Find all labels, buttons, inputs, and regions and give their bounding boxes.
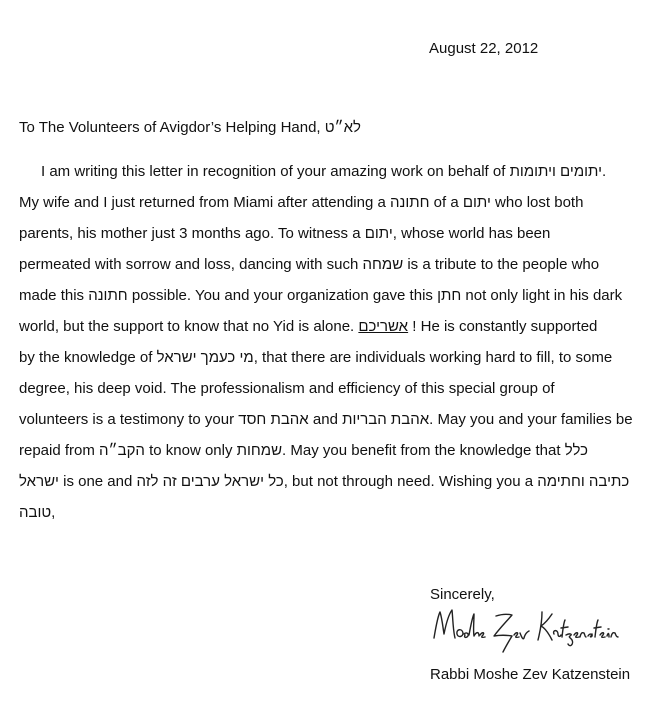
- hebrew-phrase: כתיבה וחתימה: [537, 473, 630, 490]
- text-segment: by the knowledge of: [19, 349, 157, 366]
- body-line-8: [19, 373, 651, 404]
- hebrew-phrase: אהבת חסד: [238, 411, 309, 428]
- salutation-text: To The Volunteers of Avigdor’s Helping Hand,: [19, 119, 325, 136]
- text-segment: .: [601, 163, 607, 180]
- text-segment: volunteers is a testimony to your: [19, 411, 239, 428]
- body-line-7: [19, 342, 651, 373]
- text-segment: , whose world has been: [392, 225, 551, 242]
- text-segment: degree, his deep void. The professionalism and efficiency of this special group of: [19, 380, 555, 397]
- text-segment: world, but the support to know that no Yid is alone.: [19, 318, 359, 335]
- text-segment: permeated with sorrow and loss, dancing with such: [19, 256, 363, 273]
- text-segment: made this: [19, 287, 89, 304]
- text-segment: , that there are individuals working hard to fill, to some: [253, 349, 613, 366]
- closing: Sincerely,: [430, 586, 495, 603]
- hebrew-phrase: מי כעמך ישראל: [156, 349, 254, 366]
- hebrew-phrase: הקב״ה: [99, 442, 145, 459]
- text-segment: ,: [51, 504, 56, 521]
- salutation-hebrew: לא״ט: [324, 119, 361, 136]
- handwritten-signature: [430, 604, 630, 656]
- hebrew-phrase: חתונה: [88, 287, 128, 304]
- hebrew-phrase: יתום: [462, 194, 491, 211]
- text-segment: , but not through need. Wishing you a: [283, 473, 538, 490]
- body-line-2: [19, 187, 651, 218]
- text-segment: . May you and your families be: [429, 411, 633, 428]
- text-segment: of a: [429, 194, 463, 211]
- hebrew-phrase: כלל: [564, 442, 589, 459]
- salutation: [19, 119, 361, 136]
- text-segment: and: [308, 411, 343, 428]
- letter-date: August 22, 2012: [429, 40, 539, 57]
- hebrew-phrase: שמחות: [236, 442, 283, 459]
- text-segment: I am writing this letter in recognition of your amazing work on behalf of: [41, 163, 510, 180]
- signer-name: Rabbi Moshe Zev Katzenstein: [430, 666, 631, 683]
- body-line-3: [19, 218, 651, 249]
- body-line-11: [19, 466, 651, 497]
- body-line-4: [19, 249, 651, 280]
- hebrew-phrase: יתום: [364, 225, 393, 242]
- hebrew-phrase: אשריכם: [358, 318, 409, 335]
- body-line-6: [19, 311, 651, 342]
- text-segment: who lost both: [490, 194, 584, 211]
- hebrew-phrase: שמחה: [362, 256, 404, 273]
- text-segment: parents, his mother just 3 months ago. To witness a: [19, 225, 365, 242]
- text-segment: not only light in his dark: [461, 287, 623, 304]
- body-line-1: [19, 156, 651, 187]
- body-line-5: [19, 280, 651, 311]
- letter-body: [19, 156, 651, 528]
- hebrew-phrase: חתן: [437, 287, 462, 304]
- text-segment: is a tribute to the people who: [403, 256, 600, 273]
- text-segment: ! He is constantly supported: [408, 318, 598, 335]
- hebrew-phrase: חתונה: [390, 194, 430, 211]
- hebrew-phrase: יתומים ויתומות: [509, 163, 602, 180]
- text-segment: repaid from: [19, 442, 100, 459]
- hebrew-phrase: טובה: [19, 504, 52, 521]
- hebrew-phrase: כל ישראל ערבים זה לזה: [136, 473, 284, 490]
- body-line-12: [19, 497, 651, 528]
- hebrew-phrase: אהבת הבריות: [342, 411, 430, 428]
- text-segment: to know only: [144, 442, 237, 459]
- body-line-9: [19, 404, 651, 435]
- text-segment: . May you benefit from the knowledge that: [282, 442, 565, 459]
- text-segment: My wife and I just returned from Miami after attending a: [19, 194, 390, 211]
- text-segment: is one and: [58, 473, 137, 490]
- hebrew-phrase: ישראל: [19, 473, 59, 490]
- text-segment: possible. You and your organization gave this: [127, 287, 438, 304]
- body-line-10: [19, 435, 651, 466]
